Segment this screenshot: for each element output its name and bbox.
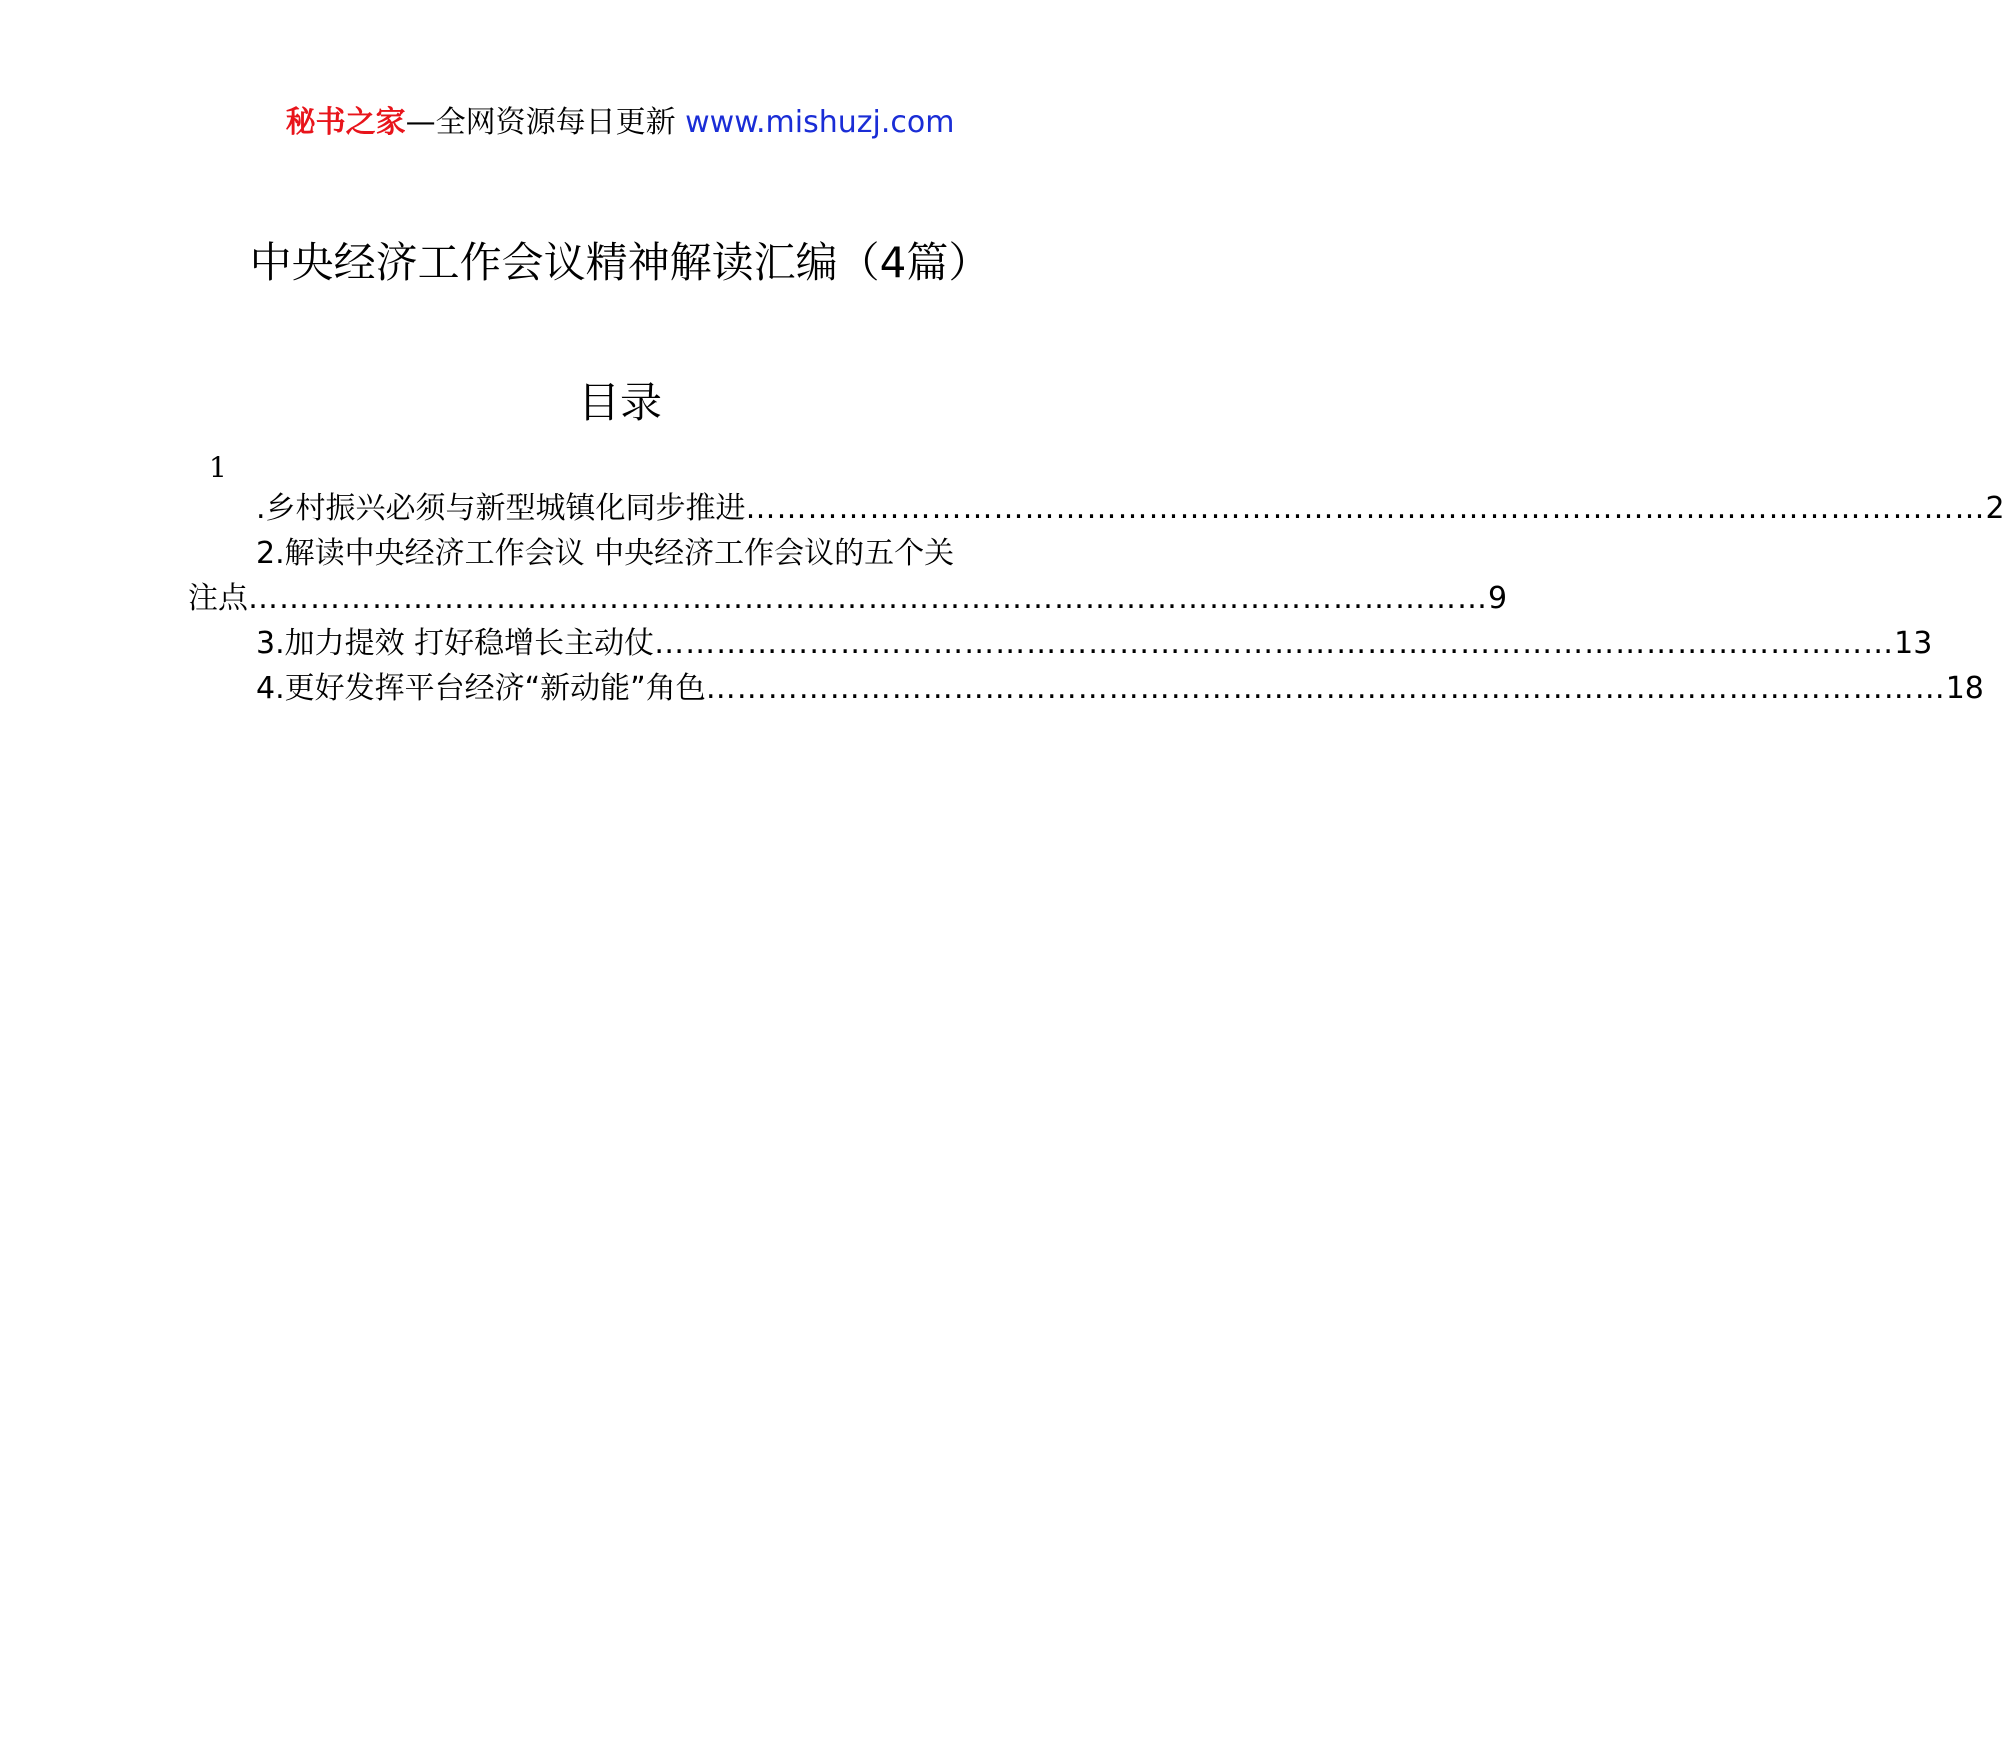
document-title: 中央经济工作会议精神解读汇编（4篇）	[249, 238, 991, 287]
toc-page-number: 2	[1985, 491, 2005, 526]
toc-item-4[interactable]	[188, 666, 1984, 711]
toc-item-text: 3.加力提效 打好稳增长主动仗	[256, 626, 655, 661]
toc-leader-dots: …………………………………………………………………………………………………………	[705, 671, 1946, 706]
toc-item-text: 注点	[188, 581, 248, 616]
toc-page-number: 18	[1945, 671, 1984, 706]
toc-item-text: .乡村振兴必须与新型城镇化同步推进	[256, 491, 746, 526]
brand-name: 秘书之家	[285, 105, 406, 140]
table-of-contents	[188, 486, 2005, 711]
toc-item-2[interactable]	[188, 531, 1054, 576]
toc-page-number: 9	[1488, 581, 1508, 616]
site-slogan: —全网资源每日更新	[405, 105, 676, 140]
toc-leader-dots: …………………………………………………………………………………………………………	[654, 626, 1895, 661]
toc-item-2-continued[interactable]	[188, 576, 1508, 621]
stray-number: 1	[209, 451, 227, 484]
toc-leader-dots: …………………………………………………………………………………………………………	[745, 491, 1986, 526]
toc-page-number: 13	[1894, 626, 1933, 661]
toc-item-1[interactable]	[188, 486, 2005, 531]
toc-leader-dots: …………………………………………………………………………………………………………	[248, 581, 1488, 616]
toc-item-text: 2.解读中央经济工作会议 中央经济工作会议的五个关	[256, 536, 955, 571]
site-url-link[interactable]: www.mishuzj.com	[685, 105, 955, 140]
toc-item-3[interactable]	[188, 621, 1933, 666]
site-header	[0, 100, 1240, 146]
toc-item-text: 4.更好发挥平台经济“新动能”角色	[256, 671, 706, 706]
toc-heading: 目录	[577, 378, 662, 427]
